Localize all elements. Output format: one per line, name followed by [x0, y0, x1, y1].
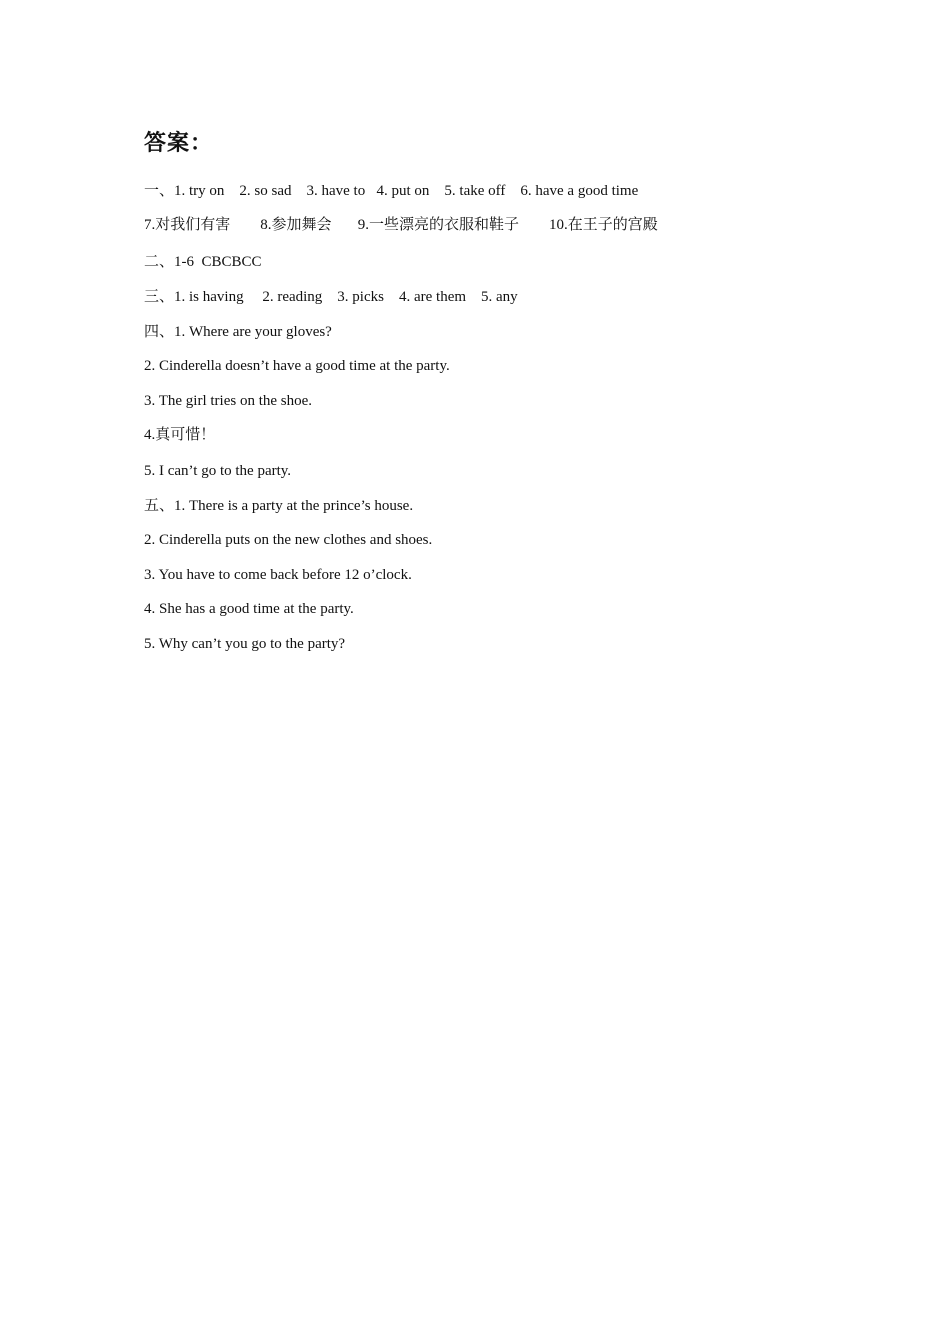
- section-1-answers-line-2: 7.对我们有害 8.参加舞会 9.一些漂亮的衣服和鞋子 10.在王子的宫殿: [144, 217, 658, 233]
- section-5-answer-4: 4. She has a good time at the party.: [144, 601, 354, 617]
- section-3-answers: 三、1. is having 2. reading 3. picks 4. are them 5. any: [144, 289, 518, 305]
- section-4-answer-1: 四、1. Where are your gloves?: [144, 324, 332, 340]
- section-5-answer-5: 5. Why can’t you go to the party?: [144, 636, 346, 652]
- answers-heading: 答案：: [144, 131, 214, 156]
- section-4-answer-5: 5. I can’t go to the party.: [144, 463, 292, 479]
- section-5-answer-2: 2. Cinderella puts on the new clothes and shoes.: [144, 532, 433, 548]
- section-2-answers: 二、1-6 CBCBCC: [144, 254, 262, 270]
- section-5-answer-1: 五、1. There is a party at the prince’s house.: [144, 498, 414, 514]
- section-4-answer-3: 3. The girl tries on the shoe.: [144, 393, 313, 409]
- section-5-answer-3: 3. You have to come back before 12 o’clock.: [144, 567, 412, 583]
- section-4-answer-4: 4.真可惜！: [144, 427, 216, 443]
- section-1-answers-line-1: 一、1. try on 2. so sad 3. have to 4. put on 5. take off 6. have a good time: [144, 183, 639, 199]
- section-4-answer-2: 2. Cinderella doesn’t have a good time at the party.: [144, 358, 450, 374]
